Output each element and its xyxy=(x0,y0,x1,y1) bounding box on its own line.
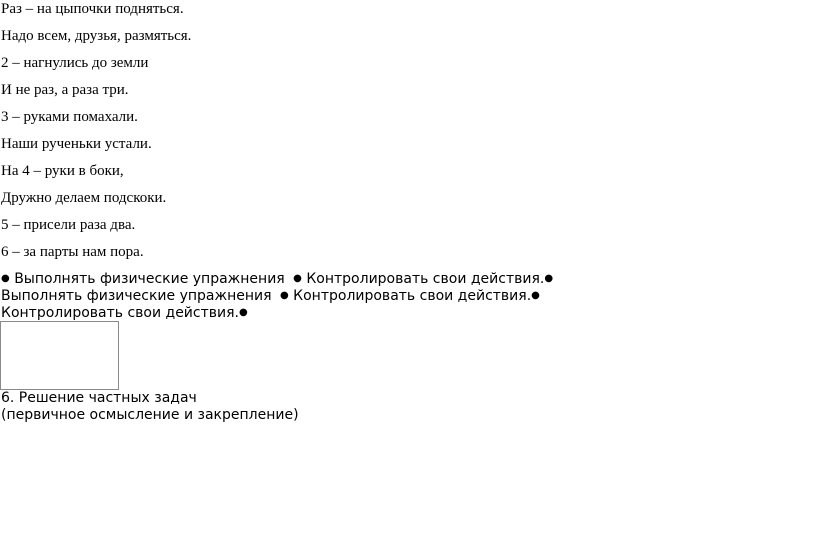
poem-line: 6 – за парты нам пора. xyxy=(1,244,144,260)
bullet-icon: ● xyxy=(293,273,302,284)
bullet-icon: ● xyxy=(238,307,248,318)
empty-table-cell xyxy=(0,321,119,390)
poem-line: Наши рученьки устали. xyxy=(1,136,152,152)
exercise-text: Выполнять физические упражнения xyxy=(1,288,272,304)
poem-line: И не раз, а раза три. xyxy=(1,82,129,98)
control-text: Контролировать свои действия. xyxy=(293,288,532,304)
poem-line: 2 – нагнулись до земли xyxy=(1,55,149,71)
poem-line: 3 – руками помахали. xyxy=(1,109,138,125)
bullet-icon: ● xyxy=(544,273,554,284)
exercise-text: Выполнять физические упражнения xyxy=(14,271,285,287)
poem-line: Надо всем, друзья, размяться. xyxy=(1,28,192,44)
poem-block xyxy=(1,0,191,270)
bullet-icon: ● xyxy=(279,290,289,301)
control-text: Контролировать свои действия. xyxy=(306,271,545,287)
task-title: 6. Решение частных задач xyxy=(1,390,197,406)
actions-row xyxy=(1,304,553,321)
bullet-icon: ● xyxy=(1,273,10,284)
bullet-icon: ● xyxy=(531,290,540,301)
actions-row xyxy=(1,270,553,287)
control-text: Контролировать свои действия. xyxy=(1,305,239,321)
poem-line: Раз – на цыпочки подняться. xyxy=(1,1,184,17)
learning-actions xyxy=(1,270,553,321)
poem-line: Дружно делаем подскоки. xyxy=(1,190,167,206)
task-block xyxy=(1,390,299,424)
task-subtitle: (первичное осмысление и закрепление) xyxy=(1,407,299,423)
poem-line: На 4 – руки в боки, xyxy=(1,163,124,179)
poem-line: 5 – присели раза два. xyxy=(1,217,136,233)
actions-row xyxy=(1,287,553,304)
